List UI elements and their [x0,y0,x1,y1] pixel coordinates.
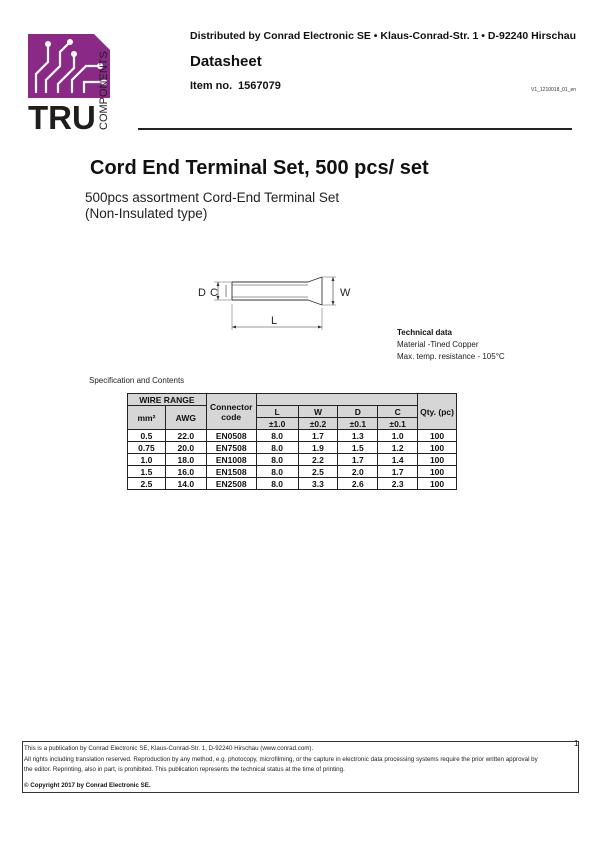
version-code: V1_1210018_01_en [531,87,577,93]
table-row [128,454,457,466]
spec-label: Specification and Contents [89,376,185,385]
subtitle-line: 500pcs assortment Cord-End Terminal Set [85,190,340,205]
cell-awg: 18.0 [165,454,206,466]
subtitle [85,190,339,222]
cell-d: 1.5 [338,442,378,454]
footer-rights-line: All rights including translation reserved. Reproduction by any method, e.g. photocopy, microfilming, or the capture in electronic data processing systems require the prior written approval by [24,756,538,763]
cell-awg: 14.0 [165,478,206,490]
header-dimension-group [256,394,417,406]
cell-l: 8.0 [256,466,298,478]
table-row [128,466,457,478]
cell-awg: 16.0 [165,466,206,478]
cell-connector-code: EN1508 [206,466,256,478]
dimension-w-label: W [340,287,351,299]
item-number-label: Item no. [190,80,233,92]
header-wire-range: WIRE RANGE [128,394,207,406]
cell-d: 2.6 [338,478,378,490]
header-awg: AWG [165,406,206,430]
page-number: 1 [574,739,579,748]
header-tol-l: ±1.0 [256,418,298,430]
cell-qty: 100 [418,454,457,466]
cell-connector-code: EN0508 [206,430,256,442]
cell-w: 2.2 [298,454,338,466]
cell-w: 1.7 [298,430,338,442]
cell-mm2: 1.5 [128,466,166,478]
cell-l: 8.0 [256,442,298,454]
footer-reprint-line: the editor. Reprinting, also in part, is prohibited. This publication represents the technical status at the time of printing. [24,766,345,773]
cell-c: 2.3 [378,478,418,490]
dimension-d-label: D [198,287,206,299]
header-tol-w: ±0.2 [298,418,338,430]
dimension-l-label: L [271,315,278,327]
cell-connector-code: EN7508 [206,442,256,454]
cell-l: 8.0 [256,430,298,442]
cell-l: 8.0 [256,478,298,490]
cell-qty: 100 [418,478,457,490]
cell-qty: 100 [418,442,457,454]
cell-w: 2.5 [298,466,338,478]
datasheet-title: Datasheet [190,53,262,70]
header-mm2: mm² [128,406,166,430]
cell-d: 1.3 [338,430,378,442]
spec-table-body [128,430,457,490]
cell-mm2: 0.75 [128,442,166,454]
logo-subtext: COMPONENTS [98,51,110,130]
header-l: L [256,406,298,418]
footer-copyright: © Copyright 2017 by Conrad Electronic SE. [24,782,151,789]
header-tol-c: ±0.1 [378,418,418,430]
tru-components-logo [28,34,128,131]
page-title: Cord End Terminal Set, 500 pcs/ set [90,157,429,179]
cell-awg: 22.0 [165,430,206,442]
cell-c: 1.4 [378,454,418,466]
cell-c: 1.0 [378,430,418,442]
technical-data-temperature: Max. temp. resistance - 105°C [397,352,505,361]
header-tol-d: ±0.1 [338,418,378,430]
cell-awg: 20.0 [165,442,206,454]
cell-w: 3.3 [298,478,338,490]
table-row [128,442,457,454]
header-qty: Qty. (pc) [418,394,457,430]
cell-w: 1.9 [298,442,338,454]
dimension-c-label: C [210,287,218,299]
cell-c: 1.7 [378,466,418,478]
cell-c: 1.2 [378,442,418,454]
table-row [128,430,457,442]
logo-text: TRU [28,99,96,131]
cell-mm2: 1.0 [128,454,166,466]
cell-qty: 100 [418,466,457,478]
cell-connector-code: EN1008 [206,454,256,466]
header-w: W [298,406,338,418]
header-d: D [338,406,378,418]
distributor-line: Distributed by Conrad Electronic SE • Klaus-Conrad-Str. 1 • D-92240 Hirschau [190,30,577,42]
cell-mm2: 0.5 [128,430,166,442]
header-divider [138,128,572,130]
technical-data-title: Technical data [397,328,452,337]
subtitle-line: (Non-Insulated type) [85,206,208,221]
cell-qty: 100 [418,430,457,442]
cell-d: 1.7 [338,454,378,466]
spec-table [127,393,457,490]
header-c: C [378,406,418,418]
header-connector-code: Connector code [206,394,256,430]
footer-publication-line: This is a publication by Conrad Electronic SE, Klaus-Conrad-Str. 1, D-92240 Hirschau (www.conrad.com). [24,745,314,752]
cell-connector-code: EN2508 [206,478,256,490]
table-row [128,478,457,490]
cell-l: 8.0 [256,454,298,466]
technical-data-material: Material -Tined Copper [397,340,479,349]
item-number: 1567079 [238,80,281,92]
cell-mm2: 2.5 [128,478,166,490]
terminal-drawing [190,268,360,334]
cell-d: 2.0 [338,466,378,478]
